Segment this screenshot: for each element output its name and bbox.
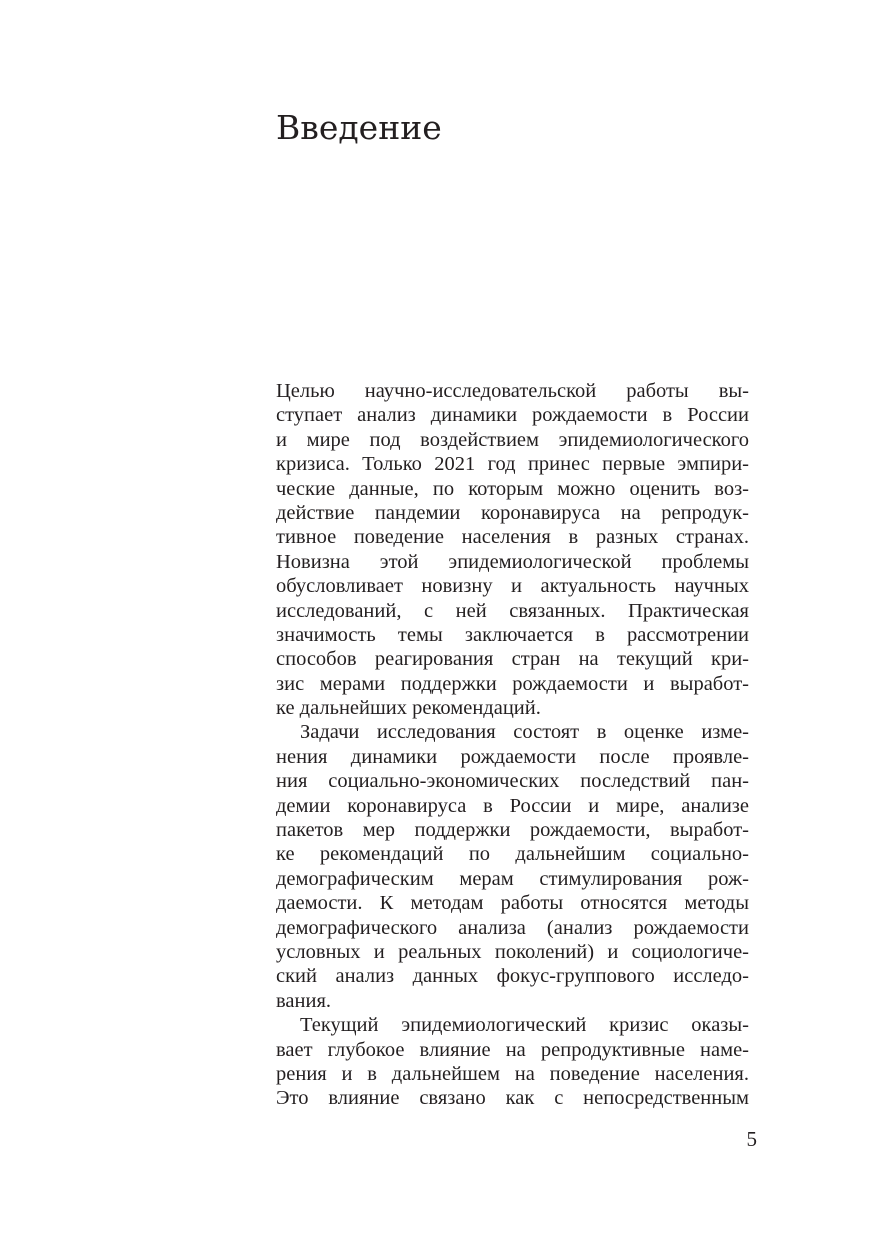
text-line: вания. [276,989,332,1012]
text-line: зис мерами поддержки рождаемости и выработ- [276,672,749,695]
text-line: Текущий эпидемиологический кризис оказы- [300,1014,749,1037]
text-line: и мире под воздействием эпидемиологического [276,428,749,451]
text-line: значимость темы заключается в рассмотрении [276,623,749,646]
text-line: демографическим мерам стимулирования рож- [276,867,749,890]
paragraph [276,720,749,1013]
text-line: условных и реальных поколений) и социологиче- [276,940,749,963]
text-line: пакетов мер поддержки рождаемости, выработ- [276,819,749,842]
paragraph [276,1013,749,1111]
text-line: способов реагирования стран на текущий кри- [276,648,749,671]
chapter-title: Введение [276,108,442,147]
text-line: Новизна этой эпидемиологической проблемы [276,550,749,573]
text-line: кризиса. Только 2021 год принес первые эмпири- [276,453,749,476]
text-line: ческие данные, по которым можно оценить воз- [276,477,749,500]
text-line: Целью научно-исследовательской работы вы- [276,380,749,402]
text-line: рения и в дальнейшем на поведение населения. [276,1062,749,1085]
text-line: демографического анализа (анализ рождаемости [276,916,749,939]
text-line: даемости. К методам работы относятся методы [276,892,749,915]
text-line: действие пандемии коронавируса на репродук- [276,501,749,524]
page-number: 5 [746,1127,757,1151]
text-line: ский анализ данных фокус-группового исследо- [276,965,749,988]
text-line: ке рекомендаций по дальнейшим социально- [276,843,749,866]
text-line: ступает анализ динамики рождаемости в России [276,404,749,427]
text-line: нения динамики рождаемости после проявле- [276,745,749,768]
text-line: Это влияние связано как с непосредственным [276,1087,749,1110]
text-line: вает глубокое влияние на репродуктивные наме- [276,1038,749,1061]
text-line: тивное поведение населения в разных странах. [276,526,749,549]
text-line: Задачи исследования состоят в оценке изме- [300,721,749,744]
text-line: демии коронавируса в России и мире, анализе [276,794,749,817]
text-line: ке дальнейших рекомендаций. [276,697,541,720]
text-line: исследований, с ней связанных. Практическая [276,599,749,622]
paragraph [276,379,749,720]
body-text [276,379,749,1111]
text-line: ния социально-экономических последствий пан- [276,770,749,793]
text-line: обусловливает новизну и актуальность научных [276,575,749,598]
